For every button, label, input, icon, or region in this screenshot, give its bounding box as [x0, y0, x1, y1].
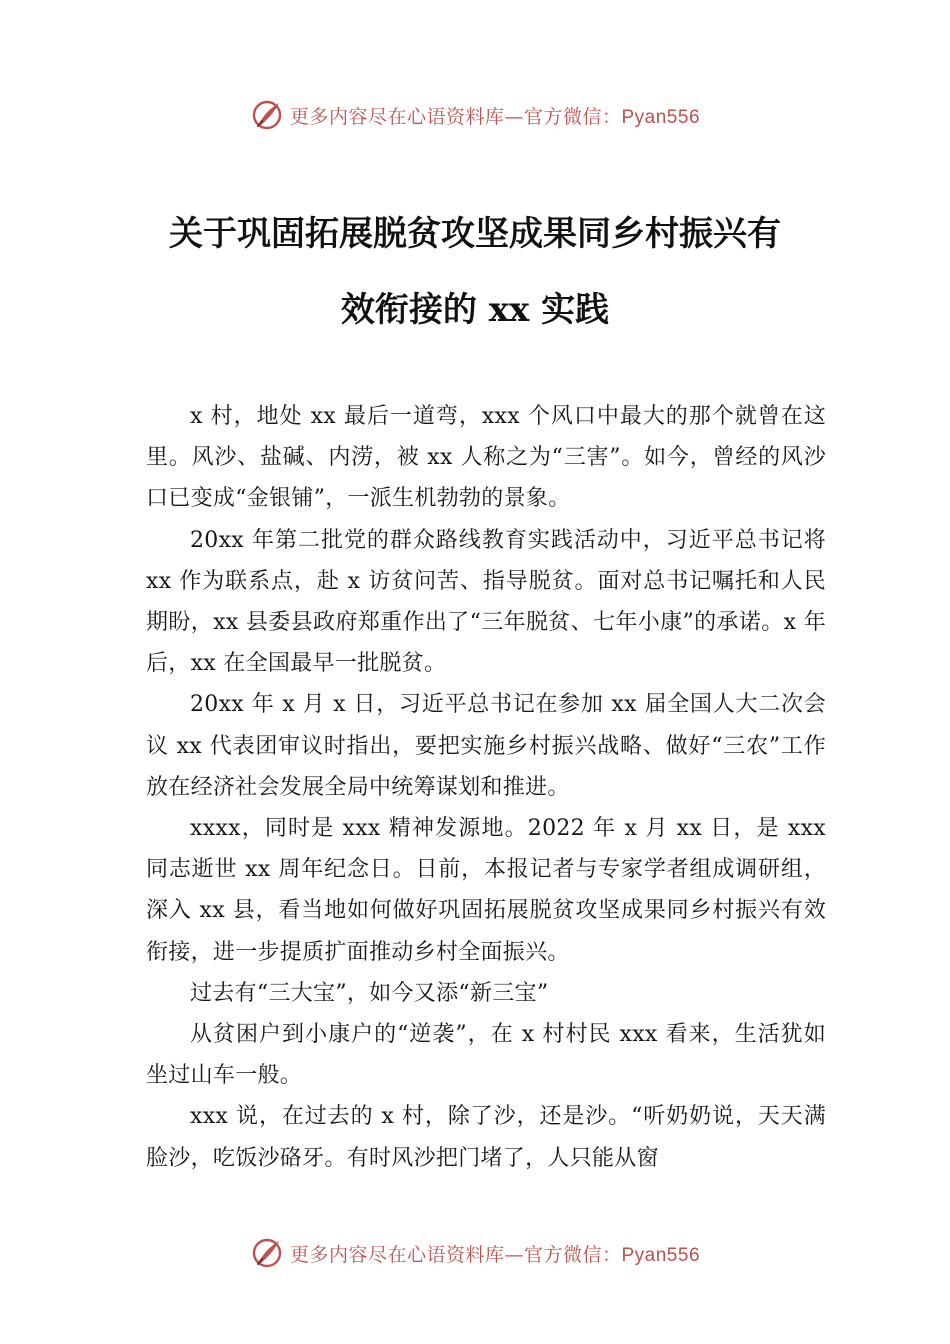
quill-pen-seal-icon — [250, 98, 284, 132]
section-heading: 过去有“三大宝”，如今又添“新三宝” — [190, 980, 549, 1006]
header-watermark — [0, 95, 950, 135]
paragraph-4: xxxx，同时是 xxx 精神发源地。2022 年 x 月 xx 日，是 xxx 同志逝世 xx 周年纪念日。日前，本报记者与专家学者组成调研组，深入 xx 县，看当地如何做好巩固拓展脱贫攻坚成果同乡村振兴有效衔接，进一步提质扩面推动乡村全面振兴。 — [146, 816, 826, 965]
title-line-1: 关于巩固拓展脱贫攻坚成果同乡村振兴有 — [169, 214, 781, 254]
paragraph-2: 20xx 年第二批党的群众路线教育实践活动中，习近平总书记将 xx 作为联系点，赴 x 访贫问苦、指导脱贫。面对总书记嘱托和人民期盼，xx 县委县政府郑重作出了“三年脱贫、七年小康”的承诺。x 年后，xx 在全国最早一批脱贫。 — [146, 527, 826, 677]
quill-pen-seal-icon — [250, 1236, 284, 1270]
paragraph-3: 20xx 年 x 月 x 日，习近平总书记在参加 xx 届全国人大二次会议 xx 代表团审议时指出，要把实施乡村振兴战略、做好“三农”工作放在经济社会发展全局中统筹谋划和推进。 — [146, 692, 826, 800]
document-body — [146, 396, 826, 1179]
paragraph-1: x 村，地处 xx 最后一道弯，xxx 个风口中最大的那个就曾在这里。风沙、盐碱、内涝，被 xx 人称之为“三害”。如今，曾经的风沙口已变成“金银铺”，一派生机勃勃的景象。 — [146, 404, 826, 512]
document-title — [110, 196, 840, 348]
paragraph-5: 从贫困户到小康户的“逆袭”，在 x 村村民 xxx 看来，生活犹如坐过山车一般。 — [146, 1022, 826, 1089]
watermark-text: 更多内容尽在心语资料库—官方微信：Pyan556 — [289, 1243, 701, 1266]
watermark-text: 更多内容尽在心语资料库—官方微信：Pyan556 — [289, 105, 701, 128]
title-line-2: 效衔接的 xx 实践 — [340, 290, 610, 330]
paragraph-6: xxx 说，在过去的 x 村，除了沙，还是沙。“听奶奶说，天天满脸沙，吃饭沙硌牙。有时风沙把门堵了，人只能从窗 — [146, 1104, 826, 1171]
footer-watermark — [0, 1233, 950, 1273]
